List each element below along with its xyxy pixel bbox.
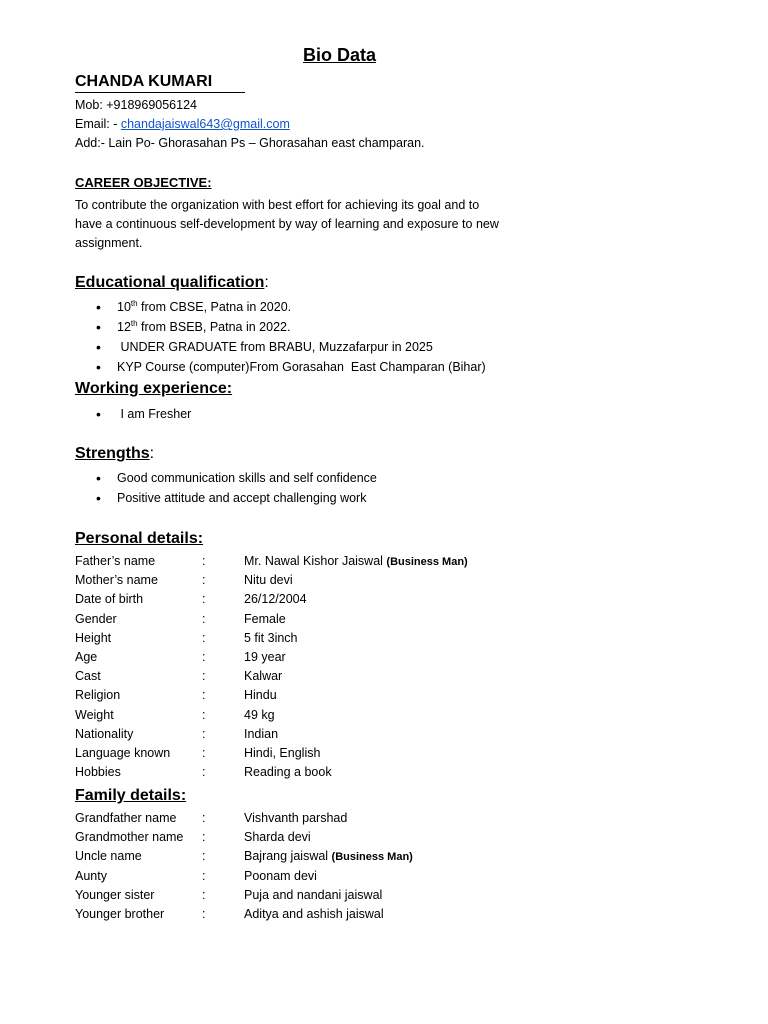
email-label: Email: - [75,117,118,131]
email-line [75,115,290,134]
name-underline [75,92,245,93]
table-row: Language known : Hindi, English [75,745,321,760]
table-row: Mother’s name : Nitu devi [75,573,293,588]
family-details-table [75,809,715,924]
table-row: Nationality : Indian [75,726,279,741]
education-list [96,297,486,377]
table-row: Grandfather name : Vishvanth parshad [75,811,348,825]
table-row: Aunty : Poonam devi [75,868,317,883]
list-item: • I am Fresher [96,404,191,424]
table-row: Height : 5 fit 3inch [75,630,298,645]
strengths-heading: Strengths: [75,445,155,462]
personal-details-table [75,552,715,782]
career-line-2: have a continuous self-development by way of learning and exposure to new [75,217,499,231]
email-link[interactable]: chandajaiswal643@gmail.com [120,117,290,131]
list-item: • 12th from BSEB, Patna in 2022. [96,317,486,337]
family-details-heading: Family details: [75,787,187,804]
career-objective-heading: CAREER OBJECTIVE: [75,175,212,190]
table-row: Grandmother name : Sharda devi [75,830,311,845]
personal-details-heading: Personal details: [75,530,204,547]
table-row: Father’s name : Mr. Nawal Kishor Jaiswal (Business Man) [75,554,468,568]
education-heading-text: Educational qualification [75,274,265,291]
list-item: • 10th from CBSE, Patna in 2020. [96,297,486,317]
working-experience-heading: Working experience: [75,380,233,397]
document-title: Bio Data [303,45,377,65]
table-row: Younger sister : Puja and nandani jaiswal [75,887,383,902]
mobile-line: Mob: +918969056124 [75,98,197,112]
education-heading [75,274,269,292]
education-heading-colon: : [264,274,269,291]
table-row: Weight : 49 kg [75,707,275,722]
career-line-3: assignment. [75,236,143,250]
list-item: • KYP Course (computer)From Gorasahan East Champaran (Bihar) [96,357,486,377]
table-row: Hobbies : Reading a book [75,765,332,780]
table-row: Younger brother : Aditya and ashish jaiswal [75,906,384,921]
list-item: • Good communication skills and self confidence [96,468,377,488]
table-row: Uncle name : Bajrang jaiswal (Business Man) [75,849,413,864]
career-line-1: To contribute the organization with best effort for achieving its goal and to [75,198,480,212]
experience-list [96,404,191,424]
table-row: Cast : Kalwar [75,669,283,684]
table-row: Age : 19 year [75,649,286,664]
list-item: • UNDER GRADUATE from BRABU, Muzzafarpur in 2025 [96,337,486,357]
list-item: • Positive attitude and accept challenging work [96,488,377,508]
table-row: Gender : Female [75,611,286,626]
candidate-name: CHANDA KUMARI [75,73,213,90]
table-row: Religion : Hindu [75,688,277,703]
address-line: Add:- Lain Po- Ghorasahan Ps – Ghorasahan east champaran. [75,136,425,150]
table-row: Date of birth : 26/12/2004 [75,592,307,607]
strengths-list [96,468,377,508]
